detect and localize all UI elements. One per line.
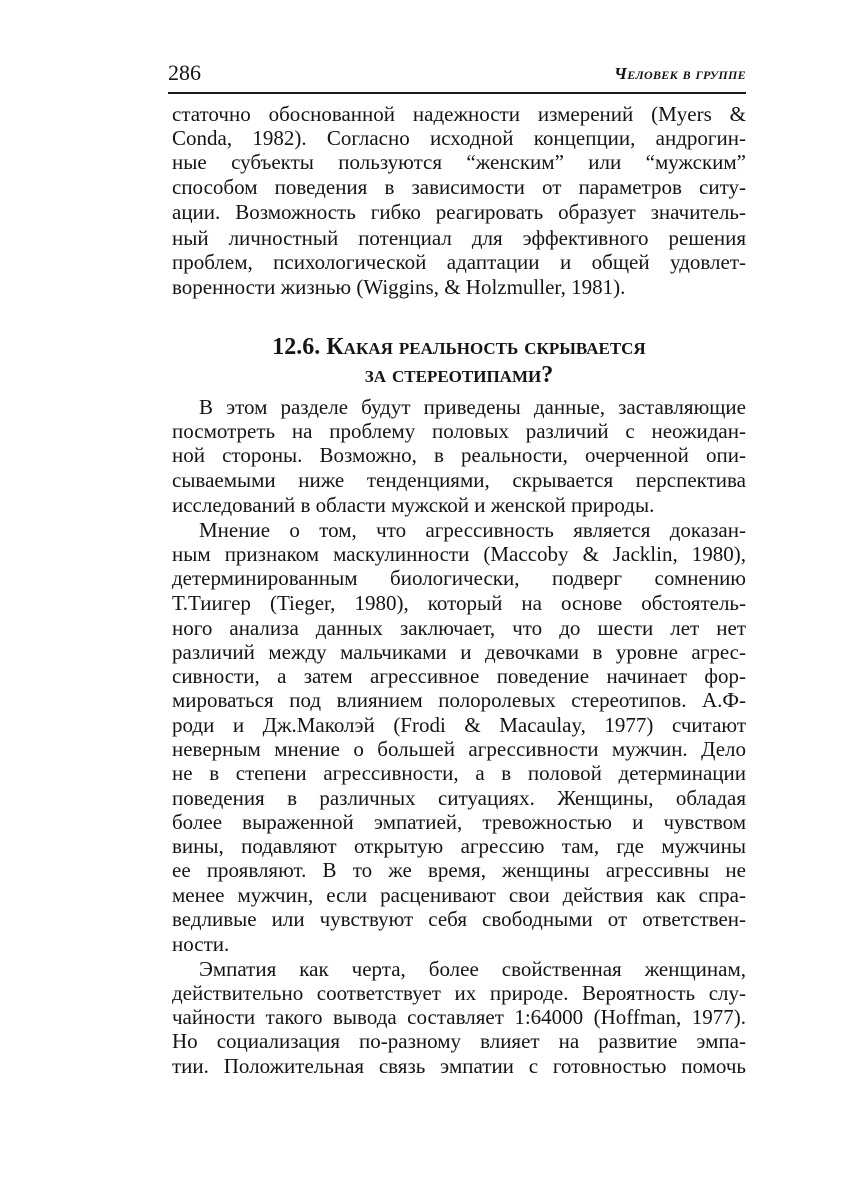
section-heading-line-2: за стереотипами? [364, 362, 554, 388]
text-line: роди и Дж.Маколэй (Frodi & Macaulay, 1977) считают [172, 713, 746, 737]
text-line: детерминированным биологически, подверг сомнению [172, 566, 746, 590]
text-line: проблем, психологической адаптации и общей удовлет- [172, 250, 746, 274]
text-line: воренности жизнью (Wiggins, & Holzmuller, 1981). [172, 275, 626, 299]
text-line: ации. Возможность гибко реагировать образует значитель- [172, 200, 746, 224]
text-line: ным признаком маскулинности (Maccoby & Jacklin, 1980), [172, 542, 746, 566]
text-line: неверным мнение о большей агрессивности мужчин. Дело [172, 737, 746, 761]
text-line: Но социализация по-разному влияет на развитие эмпа- [172, 1029, 746, 1053]
running-title: Человек в группе [614, 64, 746, 83]
text-line: ной стороны. Возможно, в реальности, очерченной опи- [172, 443, 746, 467]
text-line: ведливые или чувствуют себя свободными от ответствен- [172, 907, 746, 931]
text-line: вины, подавляют открытую агрессию там, где мужчины [172, 834, 746, 858]
text-line: ного анализа данных заключает, что до шести лет нет [172, 616, 746, 640]
text-line: не в степени агрессивности, а в половой детерминации [172, 761, 746, 785]
text-line: способом поведения в зависимости от параметров ситу- [172, 175, 746, 199]
text-line: мироваться под влиянием полоролевых стереотипов. А.Ф- [172, 688, 746, 712]
section-heading-line-1: 12.6. Какая реальность скрывается [272, 334, 646, 360]
text-line: действительно соответствует их природе. Вероятность слу- [172, 981, 746, 1005]
text-line: сивности, а затем агрессивное поведение начинает фор- [172, 664, 746, 688]
text-line: менее мужчин, если расценивают свои действия как спра- [172, 883, 746, 907]
text-line: Т.Тиигер (Tieger, 1980), который на основе обстоятель- [172, 591, 746, 615]
text-line: ные субъекты пользуются “женским” или “мужским” [172, 150, 746, 174]
text-line: В этом разделе будут приведены данные, заставляющие [199, 395, 746, 419]
text-line: тии. Положительная связь эмпатии с готовностью помочь [172, 1054, 746, 1078]
text-line: ее проявляют. В то же время, женщины агрессивны не [172, 858, 746, 882]
text-line: Мнение о том, что агрессивность является доказан- [199, 518, 746, 542]
page-number: 286 [168, 60, 201, 85]
text-line: ный личностный потенциал для эффективного решения [172, 226, 746, 250]
text-line: поведения в различных ситуациях. Женщины, обладая [172, 786, 746, 810]
text-line: посмотреть на проблему половых различий с неожидан- [172, 419, 746, 443]
text-line: исследований в области мужской и женской природы. [172, 493, 655, 517]
header-rule [168, 92, 746, 94]
text-line: чайности такого вывода составляет 1:64000 (Hoffman, 1977). [172, 1005, 746, 1029]
text-line: более выраженной эмпатией, тревожностью и чувством [172, 810, 746, 834]
text-line: Conda, 1982). Согласно исходной концепции, андрогин- [172, 126, 746, 150]
text-line: ности. [172, 932, 230, 956]
text-line: статочно обоснованной надежности измерений (Myers & [172, 102, 746, 126]
text-line: сываемыми ниже тенденциями, скрывается перспектива [172, 468, 746, 492]
text-line: Эмпатия как черта, более свойственная женщинам, [199, 957, 746, 981]
page-header [168, 60, 746, 90]
text-line: различий между мальчиками и девочками в уровне агрес- [172, 640, 746, 664]
